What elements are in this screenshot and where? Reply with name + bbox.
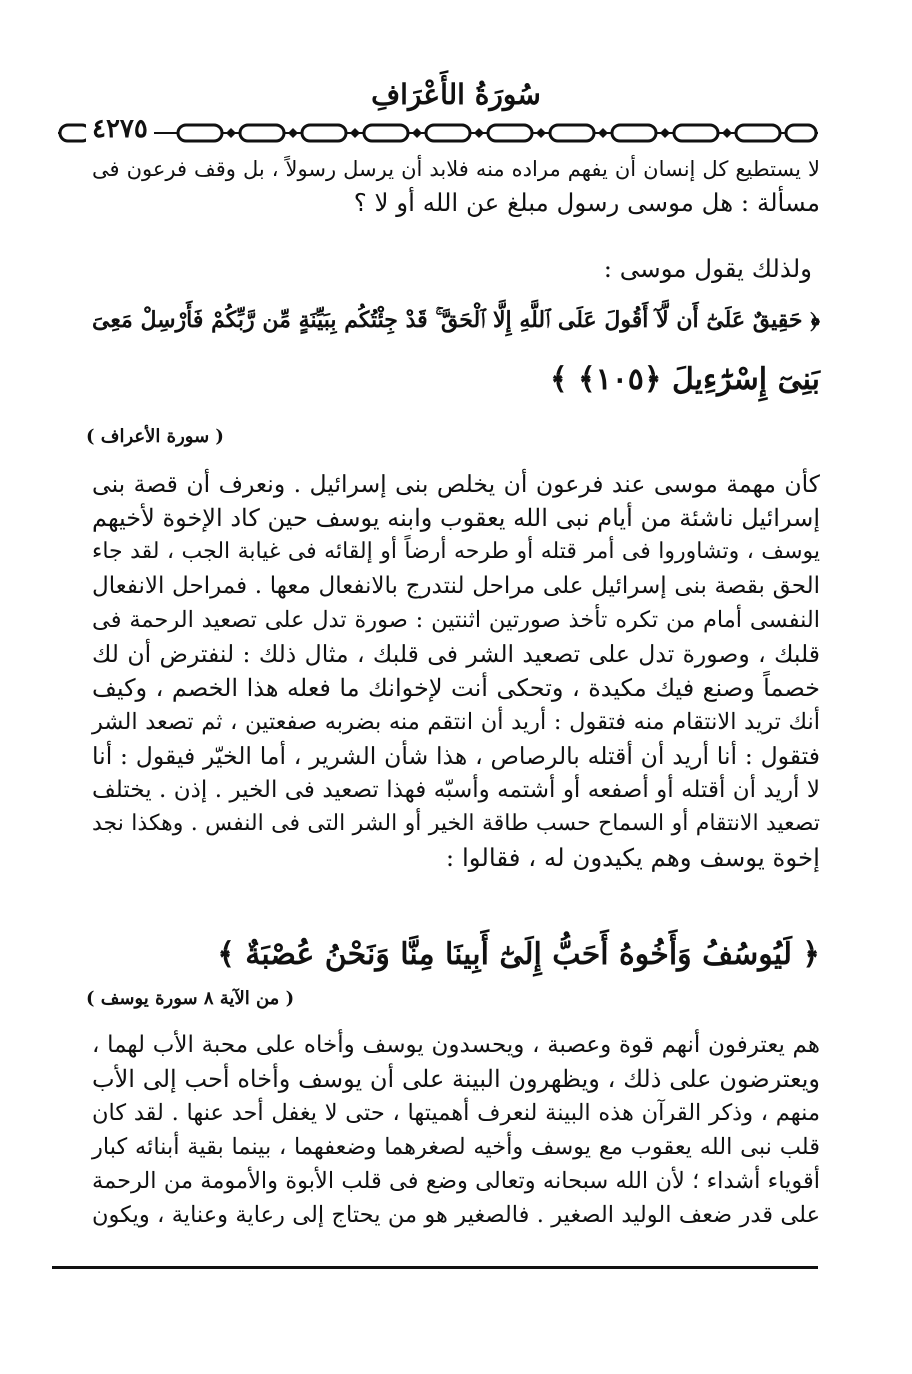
text-line: النفسى أمام من تكره تأخذ صورتين اثنتين : صورة تدل على تصعيد الرحمة فى: [92, 607, 820, 633]
intro-paragraph: [92, 152, 820, 220]
text-line: خصماً وصنع فيك مكيدة ، وتحكى أنت لإخوانك ما فعله هذا الخصم ، وكيف: [92, 674, 820, 702]
text-line: الحق بقصة بنى إسرائيل على مراحل لنتدرج بالانفعال معها . فمراحل الانفعال: [92, 573, 820, 599]
text-line: كأن مهمة موسى عند فرعون أن يخلص بنى إسرائيل . ونعرف أن قصة بنى: [92, 470, 820, 498]
lead-paragraph: [92, 252, 820, 286]
text-line: لا أريد أن أقتله أو أصفعه أو أشتمه وأسبّه فهذا تصعيد فى الخير . إذن . يختلف: [92, 777, 820, 803]
body-paragraph-2: [92, 1028, 820, 1232]
text-line: منهم ، وذكر القرآن هذه البينة لنعرف أهميتها ، حتى لا يغفل أحد عنها . لقد كان: [92, 1100, 820, 1126]
verse-line: بَنِىٓ إِسْرَٰٓءِيلَ ﴿١٠٥﴾ ﴾: [549, 362, 820, 397]
surah-title: سُورَةُ الأَعْرَافِ: [371, 78, 541, 111]
ornamental-border: [58, 122, 818, 144]
text-line: يوسف ، وتشاوروا فى أمر قتله أو طرحه أرضاً أو إلقائه فى غيابة الجب ، لقد جاء: [92, 539, 820, 564]
text-line: مسألة : هل موسى رسول مبلغ عن الله أو لا ؟: [353, 188, 820, 217]
quran-verse-1: [92, 290, 820, 410]
text-line: أنك تريد الانتقام منه فتقول : أريد أن انتقم منه بضربه صفعتين ، ثم تصعد الشر: [92, 709, 820, 735]
text-line: هم يعترفون أنهم قوة وعصبة ، ويحسدون يوسف وأخاه على محبة الأب لهما ،: [92, 1032, 820, 1058]
quran-verse-2: [92, 925, 820, 985]
text-line: قلبك ، وصورة تدل على تصعيد الشر فى قلبك ، مثال ذلك : لنفترض أن لك: [92, 640, 820, 668]
verse-reference: ( من الآية ٨ سورة يوسف ): [86, 988, 295, 1009]
verse-line: ﴿ حَقِيقٌ عَلَىٰٓ أَن لَّآ أَقُولَ عَلَى ٱللَّهِ إِلَّا ٱلْحَقَّ ۚ قَدْ جِئْتُكُم بِبَيِّنَةٍ مِّن رَّبِّكُمْ فَأَرْسِلْ مَعِىَ: [92, 307, 820, 333]
text-line: تصعيد الانتقام أو السماح حسب طاقة الخير أو الشر التى فى النفس . وهكذا نجد: [92, 811, 820, 836]
text-line: قلب نبى الله يعقوب مع يوسف وأخيه لصغرهما وضعفهما ، بينما بقية أبنائه كبار: [92, 1134, 820, 1160]
text-line: على قدر ضعف الوليد الصغير . فالصغير هو من يحتاج إلى رعاية وعناية ، ويكون: [92, 1202, 820, 1228]
footer-rule: [52, 1266, 818, 1269]
text-line: لا يستطيع كل إنسان أن يفهم مراده منه فلابد أن يرسل رسولاً ، بل وقف فرعون فى: [92, 157, 820, 181]
body-paragraph-1: [92, 467, 820, 875]
text-line: ولذلك يقول موسى :: [603, 254, 812, 283]
text-line: إسرائيل ناشئة من أيام نبى الله يعقوب وابنه يوسف حين كاد الإخوة لأخيهم: [92, 504, 820, 532]
text-line: فتقول : أنا أريد أن أقتله بالرصاص ، هذا شأن الشرير ، أما الخيّر فيقول : أنا: [92, 742, 820, 770]
page-number: ٤٢٧٥: [86, 114, 154, 144]
text-line: ويعترضون على ذلك ، ويظهرون البينة على أن يوسف وأخاه أحب إلى الأب: [92, 1065, 820, 1093]
verse-reference: ( سورة الأعراف ): [86, 426, 224, 447]
text-line: أقوياء أشداء ؛ لأن الله سبحانه وتعالى وضع فى قلب الأبوة والأمومة من الرحمة: [92, 1168, 820, 1194]
text-line: إخوة يوسف وهم يكيدون له ، فقالوا :: [445, 843, 820, 872]
verse-line: ﴿ لَيُوسُفُ وَأَخُوهُ أَحَبُّ إِلَىٰٓ أَبِينَا مِنَّا وَنَحْنُ عُصْبَةٌ ﴾: [217, 937, 820, 972]
